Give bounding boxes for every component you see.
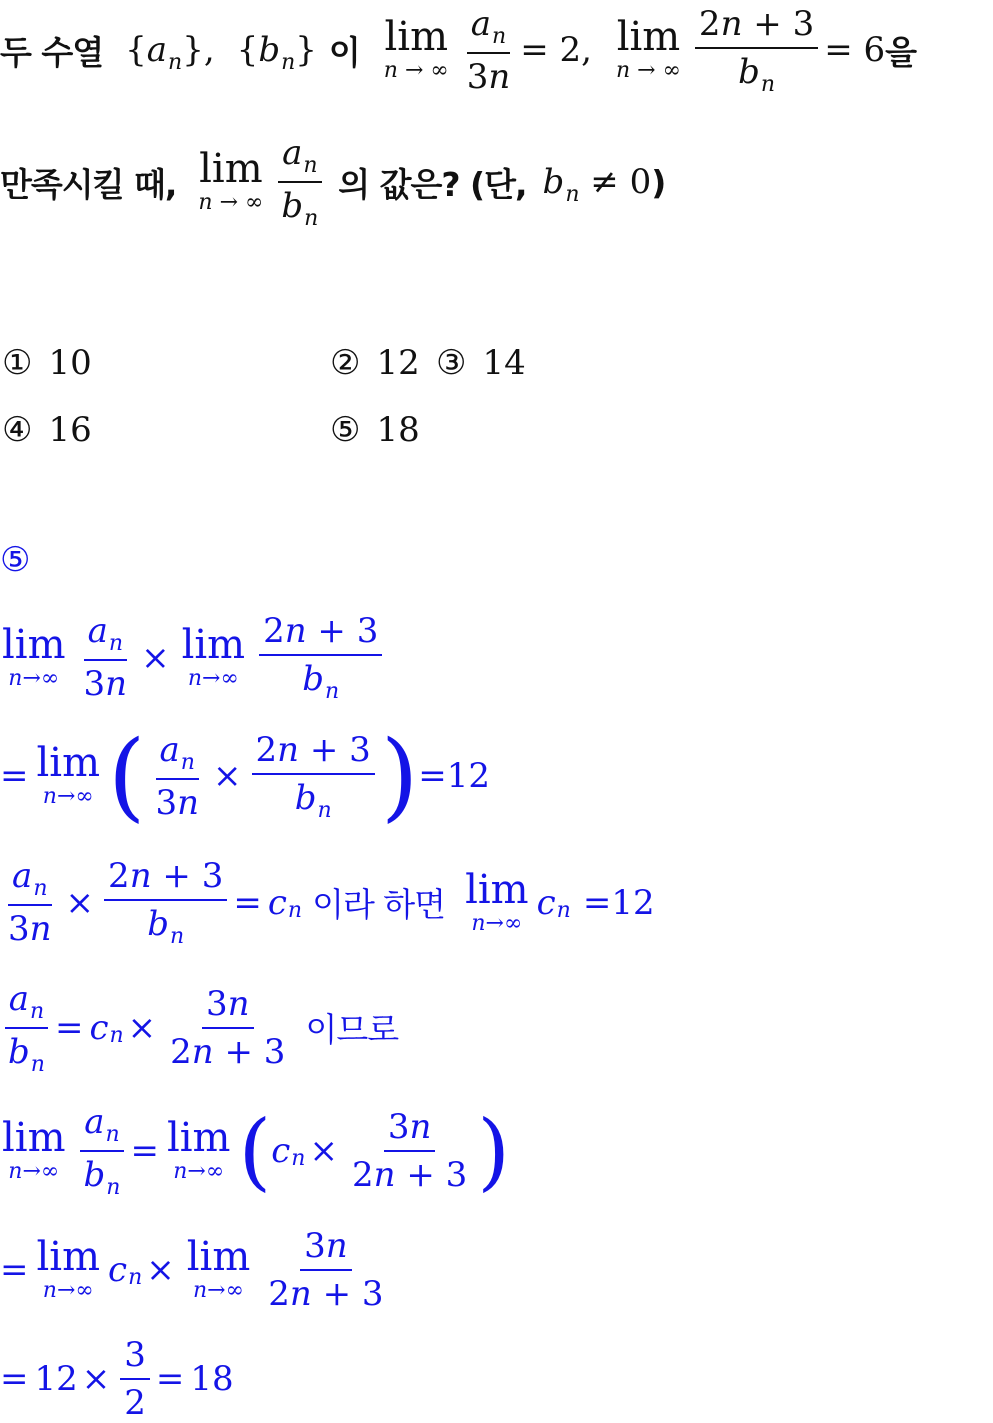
fraction-3n-over-2n3: $\frac{3n}{2n + 3}$ <box>351 1106 468 1195</box>
limit-operator: lim n → ∞ <box>383 14 449 83</box>
fraction-an-over-bn: $\frac{a_n}{b_n}$ <box>4 980 49 1076</box>
math-set-b: $\{b_n\}$ <box>236 30 317 75</box>
solution-step-3: $\frac{a_n}{3n}$ × $\frac{2n + 3}{b_n}$ = c n 이라 하면 lim n→∞ c n = 12 <box>0 855 655 950</box>
problem-line-1 <box>0 0 916 100</box>
limit-operator: lim n→∞ <box>36 1233 101 1303</box>
choice-4[interactable] <box>2 410 92 450</box>
fraction-an-over-bn: $\frac{a_n}{b_n}$ <box>80 1103 125 1199</box>
solution-step-5: lim n→∞ $\frac{a_n}{b_n}$ = lim n→∞ ( c n × $\frac{3n}{2n + 3}$ ) <box>2 1101 511 1200</box>
math-bn-neq-0: $b_n \ne 0$ <box>542 162 652 207</box>
solution-step-7: = 12 × $\frac{3}{2}$ = 18 <box>0 1335 234 1423</box>
limit-operator: lim n→∞ <box>166 1114 231 1184</box>
choice-mark: ① <box>2 343 33 383</box>
fraction-an-over-3n: $\frac{a_n}{3n}$ <box>155 729 200 823</box>
limit-operator: lim n→∞ <box>36 740 101 809</box>
math-equals-6: = 6 <box>824 30 886 70</box>
fraction-an-over-3n: $\frac{a_n}{3n}$ <box>466 3 511 97</box>
fraction-2n3-over-bn: $\frac{2n + 3}{b_n}$ <box>252 731 375 822</box>
choice-value: 10 <box>48 343 92 383</box>
problem-line-2 <box>0 132 665 232</box>
math-equals-2: = 2, <box>520 30 592 70</box>
value-eighteen: 18 <box>190 1359 234 1399</box>
choice-mark: ⑤ <box>330 410 361 450</box>
choice-value: 18 <box>376 410 420 450</box>
solution-text: 이므로 <box>305 1010 399 1049</box>
answer-mark <box>0 538 30 582</box>
choice-value: 12 <box>376 343 420 383</box>
problem-text: 이 <box>328 32 360 72</box>
limit-operator: lim n→∞ <box>186 1233 251 1303</box>
limit-operator: lim n→∞ <box>2 621 66 691</box>
limit-operator: lim n → ∞ <box>198 146 264 215</box>
choice-1[interactable] <box>2 343 92 383</box>
choice-value: 14 <box>482 343 526 383</box>
limit-operator: lim n→∞ <box>2 1114 66 1184</box>
fraction-3-over-2: $\frac{3}{2}$ <box>120 1336 150 1422</box>
problem-text: 을 <box>885 32 917 72</box>
limit-operator: lim n→∞ <box>465 866 529 936</box>
fraction-an-over-3n: $\frac{a_n}{3n}$ <box>8 856 52 949</box>
solution-step-6: = lim n→∞ c n × lim n→∞ $\frac{3n}{2n + 3}$ <box>0 1222 394 1317</box>
fraction-2n3-over-bn: $\frac{2n + 3}{b_n}$ <box>695 5 818 96</box>
fraction-3n-over-2n3: $\frac{3n}{2n + 3}$ <box>268 1225 384 1314</box>
choice-mark: ② <box>330 343 361 383</box>
fraction-an-over-3n: $\frac{a_n}{3n}$ <box>83 611 128 704</box>
answer-mark-text: ⑤ <box>0 540 31 580</box>
choice-value: 16 <box>48 410 92 450</box>
limit-operator: lim n→∞ <box>181 621 246 691</box>
fraction-3n-over-2n3: $\frac{3n}{2n + 3}$ <box>170 983 286 1072</box>
fraction-2n3-over-bn: $\frac{2n + 3}{b_n}$ <box>104 857 227 948</box>
value-twelve: 12 <box>34 1359 78 1399</box>
choice-5[interactable] <box>330 410 420 450</box>
choice-2[interactable] <box>330 343 420 383</box>
problem-text: ) <box>651 162 666 202</box>
solution-step-4: $\frac{a_n}{b_n}$ = c n × $\frac{3n}{2n + 3}$ 이므로 <box>0 980 398 1075</box>
solution-step-1: lim n→∞ $\frac{a_n}{3n}$ × lim n→∞ $\frac{2n + 3}{b_n}$ <box>0 610 388 705</box>
problem-text: 의 값은? (단, <box>338 164 527 204</box>
limit-operator: lim n → ∞ <box>616 14 681 83</box>
solution-text: 이라 하면 <box>312 885 446 924</box>
choice-mark: ③ <box>436 343 467 383</box>
value-twelve: 12 <box>611 882 655 923</box>
problem-text: 만족시킬 때, <box>0 164 177 204</box>
math-set-a: $\{a_n\}$, <box>125 30 215 75</box>
fraction-2n3-over-bn: $\frac{2n + 3}{b_n}$ <box>259 612 382 703</box>
solution-step-2: = lim n→∞ ( $\frac{a_n}{3n}$ × $\frac{2n + 3}{b_n}$ ) = 12 <box>0 720 491 832</box>
fraction-an-over-bn: $\frac{a_n}{b_n}$ <box>277 134 322 230</box>
value-twelve: 12 <box>446 756 491 796</box>
problem-text: 두 수열 <box>0 32 104 72</box>
choice-3[interactable] <box>436 343 526 383</box>
choice-mark: ④ <box>2 410 33 450</box>
